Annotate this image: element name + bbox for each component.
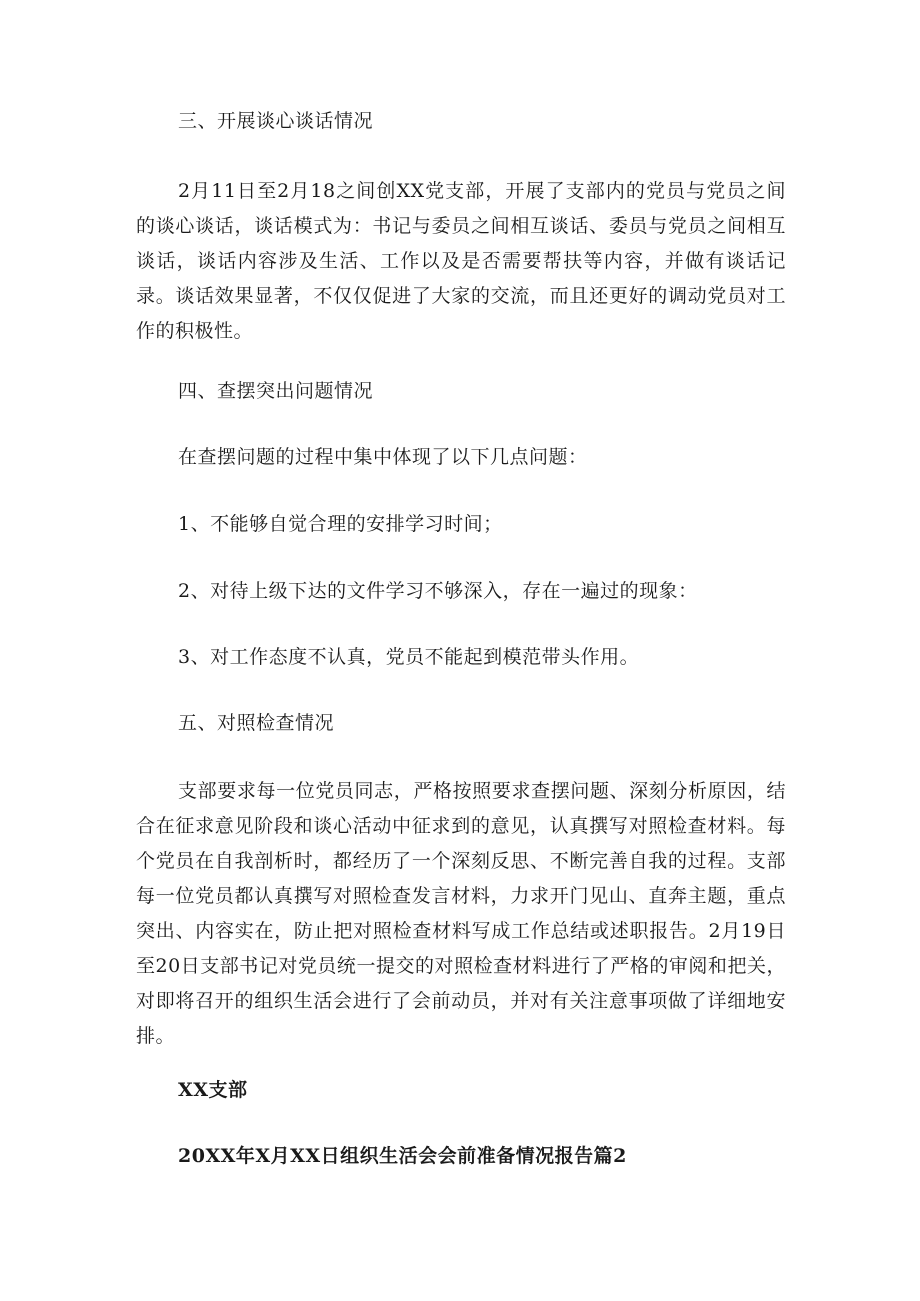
signature: XX支部 xyxy=(178,1079,248,1101)
next-report-title: 20XX年X月XX日组织生活会会前准备情况报告篇2 xyxy=(178,1145,627,1167)
problem-item-3: 3、对工作态度不认真，党员不能起到模范带头作用。 xyxy=(178,646,640,668)
section-4-intro: 在查摆问题的过程中集中体现了以下几点问题： xyxy=(178,446,588,468)
problem-item-2: 2、对待上级下达的文件学习不够深入，存在一遍过的现象： xyxy=(178,580,698,602)
section-5-heading: 五、对照检查情况 xyxy=(178,712,335,734)
section-5-body: 支部要求每一位党员同志，严格按照要求查摆问题、深刻分析原因，结合在征求意见阶段和谈心活动中征求到的意见，认真撰写对照检查材料。每个党员在自我剖析时，都经历了一个深刻反思、不断完善自我的过程。支部每一位党员都认真撰写对照检查发言材料，力求开门见山、直奔主题，重点突出、内容实在，防止把对照检查材料写成工作总结或述职报告。2月19日至20日支部书记对党员统一提交的对照检查材料进行了严格的审阅和把关，对即将召开的组织生活会进行了会前动员，并对有关注意事项做了详细地安排。 xyxy=(136,780,786,1047)
section-3-heading: 三、开展谈心谈话情况 xyxy=(178,110,374,132)
section-3-body: 2月11日至2月18之间创XX党支部，开展了支部内的党员与党员之间的谈心谈话，谈话模式为：书记与委员之间相互谈话、委员与党员之间相互谈话，谈话内容涉及生活、工作以及是否需要帮扶等内容，并做有谈话记录。谈话效果显著，不仅仅促进了大家的交流，而且还更好的调动党员对工作的积极性。 xyxy=(136,180,786,342)
section-4-heading: 四、查摆突出问题情况 xyxy=(178,380,374,402)
problem-item-1: 1、不能够自觉合理的安排学习时间； xyxy=(178,513,503,535)
